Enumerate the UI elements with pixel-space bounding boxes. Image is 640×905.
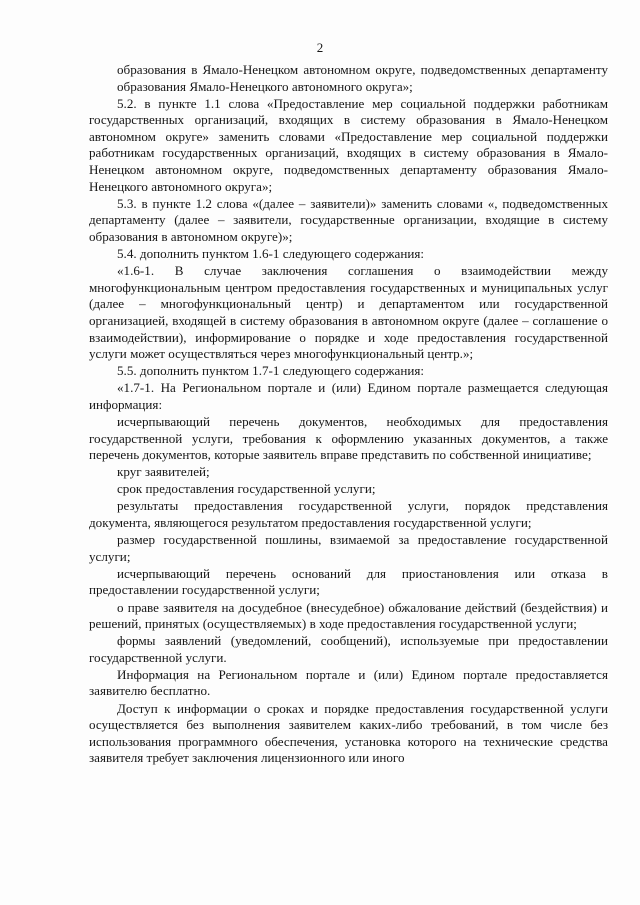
paragraph-5-4: 5.4. дополнить пунктом 1.6-1 следующего содержания:	[117, 246, 424, 262]
list-item-term: срок предоставления государственной услуги;	[117, 481, 376, 497]
document-body	[89, 62, 608, 767]
list-item-appeal-right: о праве заявителя на досудебное (внесудебное) обжалование действий (бездействия) и решений, принятых (осуществляемых) в ходе предоставления государственной услуги;	[89, 599, 608, 632]
paragraph-continuation: образования в Ямало-Ненецком автономном округе, подведомственных департаменту образования Ямало-Ненецкого автономного округа»;	[117, 62, 608, 94]
page-number: 2	[316, 40, 324, 55]
list-item-applicants: круг заявителей;	[117, 464, 210, 480]
paragraph-1-6-1: «1.6-1. В случае заключения соглашения о взаимодействии между многофункциональным центром предоставления государственных и муниципальных услуг (далее – многофункциональный центр) и департаментом или государственной организацией, входящей в систему образования в автономном округе (далее – соглашение о взаимодействии), информирование о порядке и ходе предоставления государственной услуги может осуществляться через многофункциональный центр.»;	[89, 263, 608, 362]
list-item-results: результаты предоставления государственной услуги, порядок представления документа, являющегося результатом предоставления государственной услуги;	[89, 498, 608, 531]
paragraph-5-2: 5.2. в пункте 1.1 слова «Предоставление мер социальной поддержки работникам государственных организаций, входящих в систему образования в Ямало-Ненецком автономном округе» заменить словами «Предоставление мер социальной поддержки работникам государственных организаций, входящих в систему образования в Ямало-Ненецком автономном округе, подведомственных департаменту образования Ямало-Ненецкого автономного округа»;	[89, 95, 608, 194]
paragraph-5-5: 5.5. дополнить пунктом 1.7-1 следующего содержания:	[117, 363, 424, 379]
list-item-refusal-grounds: исчерпывающий перечень оснований для приостановления или отказа в предоставлении государственной услуги;	[89, 565, 608, 598]
list-item-documents: исчерпывающий перечень документов, необходимых для предоставления государственной услуги, требования к оформлению указанных документов, а также перечень документов, которые заявитель вправе представить по собственной инициативе;	[89, 413, 608, 463]
paragraph-access: Доступ к информации о сроках и порядке предоставления государственной услуги осуществляется без выполнения заявителем каких-либо требований, в том числе без использования программного обеспечения, установка которого на технические средства заявителя требует заключения лицензионного или иного	[89, 700, 608, 766]
paragraph-5-3: 5.3. в пункте 1.2 слова «(далее – заявители)» заменить словами «, подведомственных департаменту (далее – заявители, государственные организации, входящие в систему образования в автономном округе)»;	[89, 195, 608, 244]
list-item-forms: формы заявлений (уведомлений, сообщений), используемые при предоставлении государственной услуги.	[89, 633, 608, 665]
list-item-fee: размер государственной пошлины, взимаемой за предоставление государственной услуги;	[89, 532, 608, 564]
paragraph-free-info: Информация на Региональном портале и (или) Едином портале предоставляется заявителю бесплатно.	[89, 666, 608, 699]
paragraph-1-7-1: «1.7-1. На Региональном портале и (или) Едином портале размещается следующая информация:	[89, 380, 608, 412]
